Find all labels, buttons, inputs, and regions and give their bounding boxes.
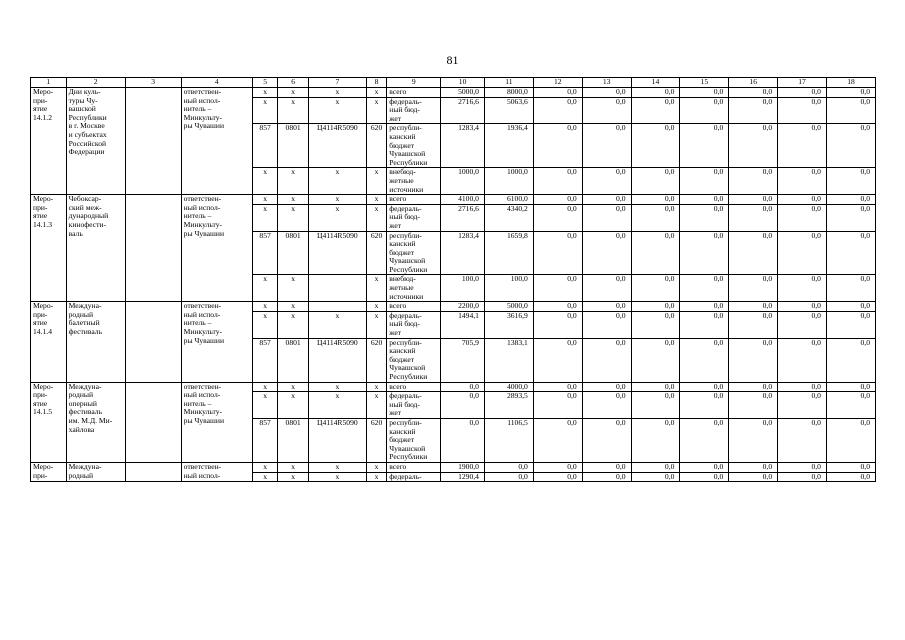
value-cell: 0,0 (582, 275, 631, 302)
table-body (31, 78, 876, 482)
value-cell: 0,0 (729, 462, 778, 472)
measure-cell: Меро- при- ятие 14.1.4 (31, 302, 67, 382)
grbs-cell: 857 (252, 231, 277, 275)
value-cell: 0,0 (826, 462, 875, 472)
value-cell: 2200,0 (441, 302, 485, 312)
value-cell: 0,0 (826, 204, 875, 231)
header-cell: 1 (31, 78, 67, 88)
grbs-cell: x (252, 195, 277, 205)
funding-source-cell: федераль- ный бюд- жет (387, 311, 441, 338)
value-cell: 5000,0 (484, 302, 533, 312)
measure-name-cell: Междуна- родный (66, 462, 125, 481)
value-cell: 0,0 (826, 338, 875, 382)
expense-type-cell: x (366, 204, 386, 231)
value-cell: 0,0 (631, 392, 680, 419)
grbs-cell: x (252, 302, 277, 312)
value-cell: 8000,0 (484, 88, 533, 98)
value-cell: 1000,0 (484, 168, 533, 195)
value-cell: 0,0 (729, 204, 778, 231)
target-article-cell: x (308, 392, 366, 419)
header-cell: 8 (366, 78, 386, 88)
value-cell: 1106,5 (484, 418, 533, 462)
value-cell: 0,0 (631, 338, 680, 382)
target-article-cell: x (308, 88, 366, 98)
value-cell: 0,0 (441, 392, 485, 419)
target-article-cell: Ц4114R5090 (308, 418, 366, 462)
value-cell: 0,0 (582, 382, 631, 392)
grbs-cell: x (252, 392, 277, 419)
table-row (31, 302, 876, 312)
value-cell: 3616,9 (484, 311, 533, 338)
funding-source-cell: федераль- ный бюд- жет (387, 204, 441, 231)
value-cell: 0,0 (778, 275, 827, 302)
value-cell: 705,9 (441, 338, 485, 382)
value-cell: 0,0 (729, 195, 778, 205)
value-cell: 0,0 (778, 418, 827, 462)
table-row (31, 382, 876, 392)
value-cell: 0,0 (533, 392, 582, 419)
target-article-cell: Ц4114R5090 (308, 338, 366, 382)
grbs-cell: x (252, 168, 277, 195)
value-cell: 0,0 (582, 231, 631, 275)
expense-type-cell: x (366, 88, 386, 98)
value-cell: 1383,1 (484, 338, 533, 382)
grbs-cell: x (252, 382, 277, 392)
section-cell: x (278, 204, 309, 231)
executor-cell: ответствен- ный испол- нитель – Минкульту- ры Чувашии (181, 88, 252, 195)
value-cell: 5063,6 (484, 97, 533, 124)
measure-name-cell: Междуна- родный оперный фестиваль им. М.Д. Ми- хайлова (66, 382, 125, 462)
value-cell: 0,0 (631, 97, 680, 124)
value-cell: 0,0 (826, 168, 875, 195)
value-cell: 0,0 (631, 231, 680, 275)
executor-cell: ответствен- ный испол- нитель – Минкульту- ры Чувашии (181, 302, 252, 382)
section-cell: x (278, 382, 309, 392)
value-cell: 1283,4 (441, 124, 485, 168)
value-cell: 0,0 (582, 338, 631, 382)
expense-type-cell: x (366, 311, 386, 338)
value-cell: 0,0 (484, 462, 533, 472)
value-cell: 0,0 (582, 462, 631, 472)
section-cell: 0801 (278, 418, 309, 462)
funding-source-cell: федераль- (387, 472, 441, 482)
expense-type-cell: x (366, 302, 386, 312)
funding-source-cell: федераль- ный бюд- жет (387, 97, 441, 124)
funding-source-cell: всего (387, 195, 441, 205)
expense-type-cell: 620 (366, 338, 386, 382)
header-cell: 2 (66, 78, 125, 88)
header-cell: 18 (826, 78, 875, 88)
value-cell: 0,0 (582, 204, 631, 231)
value-cell: 0,0 (680, 195, 729, 205)
value-cell: 0,0 (680, 124, 729, 168)
grbs-cell: x (252, 462, 277, 472)
section-cell: 0801 (278, 338, 309, 382)
funding-source-cell: всего (387, 462, 441, 472)
measure-name-cell: Чебоксар- ский меж- дународный кинофести- валь (66, 195, 125, 302)
value-cell: 0,0 (680, 168, 729, 195)
value-cell: 0,0 (582, 472, 631, 482)
value-cell: 0,0 (778, 302, 827, 312)
header-cell: 12 (533, 78, 582, 88)
value-cell: 0,0 (729, 418, 778, 462)
value-cell: 0,0 (680, 97, 729, 124)
value-cell: 5000,0 (441, 88, 485, 98)
grbs-cell: x (252, 97, 277, 124)
funding-source-cell: всего (387, 302, 441, 312)
value-cell: 0,0 (631, 382, 680, 392)
value-cell: 1936,4 (484, 124, 533, 168)
value-cell: 0,0 (778, 97, 827, 124)
value-cell: 0,0 (582, 311, 631, 338)
value-cell: 0,0 (680, 472, 729, 482)
table-row (31, 88, 876, 98)
value-cell: 0,0 (533, 124, 582, 168)
target-article-cell (308, 275, 366, 302)
header-cell: 6 (278, 78, 309, 88)
value-cell: 0,0 (826, 418, 875, 462)
value-cell: 1900,0 (441, 462, 485, 472)
table-row (31, 462, 876, 472)
empty-cell (125, 302, 181, 382)
funding-source-cell: республи- канский бюджет Чувашской Республики (387, 338, 441, 382)
value-cell: 0,0 (680, 418, 729, 462)
value-cell: 0,0 (729, 124, 778, 168)
section-cell: x (278, 392, 309, 419)
value-cell: 0,0 (729, 275, 778, 302)
value-cell: 0,0 (826, 392, 875, 419)
measure-name-cell: Междуна- родный балетный фестиваль (66, 302, 125, 382)
funding-source-cell: всего (387, 382, 441, 392)
header-cell: 4 (181, 78, 252, 88)
value-cell: 0,0 (582, 88, 631, 98)
value-cell: 0,0 (778, 338, 827, 382)
section-cell: x (278, 472, 309, 482)
section-cell: 0801 (278, 124, 309, 168)
expense-type-cell: x (366, 97, 386, 124)
value-cell: 0,0 (680, 382, 729, 392)
value-cell: 0,0 (533, 231, 582, 275)
value-cell: 0,0 (826, 311, 875, 338)
value-cell: 0,0 (778, 382, 827, 392)
value-cell: 0,0 (729, 302, 778, 312)
value-cell: 0,0 (631, 472, 680, 482)
measure-cell: Меро- при- ятие 14.1.3 (31, 195, 67, 302)
value-cell: 0,0 (631, 311, 680, 338)
value-cell: 0,0 (533, 382, 582, 392)
header-cell: 3 (125, 78, 181, 88)
target-article-cell: x (308, 462, 366, 472)
header-cell: 7 (308, 78, 366, 88)
section-cell: x (278, 311, 309, 338)
value-cell: 0,0 (680, 204, 729, 231)
value-cell: 0,0 (826, 472, 875, 482)
value-cell: 0,0 (631, 88, 680, 98)
target-article-cell: x (308, 204, 366, 231)
value-cell: 0,0 (826, 231, 875, 275)
value-cell: 0,0 (729, 311, 778, 338)
value-cell: 0,0 (778, 168, 827, 195)
value-cell: 0,0 (778, 472, 827, 482)
expense-type-cell: x (366, 168, 386, 195)
expense-type-cell: 620 (366, 231, 386, 275)
value-cell: 0,0 (533, 472, 582, 482)
value-cell: 0,0 (778, 195, 827, 205)
value-cell: 0,0 (826, 195, 875, 205)
value-cell: 0,0 (680, 462, 729, 472)
value-cell: 0,0 (631, 302, 680, 312)
value-cell: 0,0 (729, 472, 778, 482)
value-cell: 0,0 (533, 88, 582, 98)
table-row (31, 195, 876, 205)
section-cell: 0801 (278, 231, 309, 275)
value-cell: 0,0 (582, 168, 631, 195)
executor-cell: ответствен- ный испол- нитель – Минкульту- ры Чувашии (181, 382, 252, 462)
header-row (31, 78, 876, 88)
grbs-cell: 857 (252, 418, 277, 462)
executor-cell: ответствен- ный испол- нитель – Минкульту- ры Чувашии (181, 195, 252, 302)
value-cell: 1494,1 (441, 311, 485, 338)
value-cell: 0,0 (484, 472, 533, 482)
expense-type-cell: x (366, 462, 386, 472)
value-cell: 0,0 (826, 97, 875, 124)
value-cell: 6100,0 (484, 195, 533, 205)
value-cell: 1283,4 (441, 231, 485, 275)
value-cell: 0,0 (826, 124, 875, 168)
value-cell: 100,0 (484, 275, 533, 302)
value-cell: 4000,0 (484, 382, 533, 392)
header-cell: 15 (680, 78, 729, 88)
target-article-cell: x (308, 472, 366, 482)
funding-source-cell: внебюд- жетные источники (387, 168, 441, 195)
empty-cell (125, 195, 181, 302)
value-cell: 0,0 (778, 311, 827, 338)
value-cell: 0,0 (533, 195, 582, 205)
value-cell: 0,0 (533, 338, 582, 382)
value-cell: 1290,4 (441, 472, 485, 482)
budget-table (30, 77, 876, 482)
grbs-cell: x (252, 311, 277, 338)
value-cell: 0,0 (582, 302, 631, 312)
value-cell: 0,0 (582, 418, 631, 462)
value-cell: 0,0 (729, 97, 778, 124)
value-cell: 0,0 (826, 302, 875, 312)
grbs-cell: 857 (252, 338, 277, 382)
funding-source-cell: республи- канский бюджет Чувашской Республики (387, 231, 441, 275)
value-cell: 0,0 (778, 204, 827, 231)
value-cell: 0,0 (826, 88, 875, 98)
expense-type-cell: x (366, 382, 386, 392)
value-cell: 0,0 (533, 418, 582, 462)
section-cell: x (278, 168, 309, 195)
value-cell: 0,0 (582, 97, 631, 124)
section-cell: x (278, 275, 309, 302)
value-cell: 4100,0 (441, 195, 485, 205)
value-cell: 0,0 (582, 392, 631, 419)
value-cell: 2893,5 (484, 392, 533, 419)
value-cell: 2716,6 (441, 204, 485, 231)
header-cell: 14 (631, 78, 680, 88)
target-article-cell: Ц4114R5090 (308, 124, 366, 168)
target-article-cell: x (308, 311, 366, 338)
expense-type-cell: x (366, 392, 386, 419)
value-cell: 100,0 (441, 275, 485, 302)
empty-cell (125, 462, 181, 481)
value-cell: 0,0 (778, 462, 827, 472)
target-article-cell: x (308, 168, 366, 195)
value-cell: 2716,6 (441, 97, 485, 124)
value-cell: 0,0 (778, 231, 827, 275)
grbs-cell: 857 (252, 124, 277, 168)
value-cell: 0,0 (680, 338, 729, 382)
target-article-cell: x (308, 382, 366, 392)
value-cell: 0,0 (778, 392, 827, 419)
value-cell: 0,0 (729, 168, 778, 195)
measure-cell: Меро- при- (31, 462, 67, 481)
header-cell: 10 (441, 78, 485, 88)
grbs-cell: x (252, 88, 277, 98)
value-cell: 0,0 (582, 124, 631, 168)
target-article-cell: x (308, 97, 366, 124)
grbs-cell: x (252, 472, 277, 482)
target-article-cell: x (308, 195, 366, 205)
expense-type-cell: 620 (366, 124, 386, 168)
value-cell: 0,0 (631, 195, 680, 205)
value-cell: 0,0 (533, 97, 582, 124)
grbs-cell: x (252, 204, 277, 231)
header-cell: 5 (252, 78, 277, 88)
value-cell: 0,0 (680, 88, 729, 98)
value-cell: 0,0 (631, 124, 680, 168)
value-cell: 0,0 (680, 231, 729, 275)
funding-source-cell: федераль- ный бюд- жет (387, 392, 441, 419)
value-cell: 0,0 (680, 311, 729, 338)
expense-type-cell: 620 (366, 418, 386, 462)
value-cell: 1000,0 (441, 168, 485, 195)
funding-source-cell: внебюд- жетные источники (387, 275, 441, 302)
grbs-cell: x (252, 275, 277, 302)
value-cell: 0,0 (826, 382, 875, 392)
expense-type-cell: x (366, 472, 386, 482)
expense-type-cell: x (366, 195, 386, 205)
value-cell: 0,0 (729, 338, 778, 382)
value-cell: 0,0 (778, 124, 827, 168)
value-cell: 0,0 (533, 302, 582, 312)
value-cell: 0,0 (631, 275, 680, 302)
value-cell: 0,0 (631, 418, 680, 462)
value-cell: 0,0 (729, 382, 778, 392)
value-cell: 0,0 (729, 88, 778, 98)
header-cell: 9 (387, 78, 441, 88)
empty-cell (125, 88, 181, 195)
funding-source-cell: республи- канский бюджет Чувашской Республики (387, 124, 441, 168)
funding-source-cell: республи- канский бюджет Чувашской Республики (387, 418, 441, 462)
value-cell: 0,0 (680, 302, 729, 312)
executor-cell: ответствен- ный испол- (181, 462, 252, 481)
measure-cell: Меро- при- ятие 14.1.2 (31, 88, 67, 195)
value-cell: 0,0 (582, 195, 631, 205)
value-cell: 0,0 (729, 392, 778, 419)
value-cell: 0,0 (729, 231, 778, 275)
value-cell: 0,0 (631, 462, 680, 472)
value-cell: 0,0 (778, 88, 827, 98)
value-cell: 0,0 (533, 168, 582, 195)
header-cell: 11 (484, 78, 533, 88)
value-cell: 1659,8 (484, 231, 533, 275)
section-cell: x (278, 88, 309, 98)
value-cell: 0,0 (441, 382, 485, 392)
empty-cell (125, 382, 181, 462)
section-cell: x (278, 302, 309, 312)
value-cell: 0,0 (441, 418, 485, 462)
measure-cell: Меро- при- ятие 14.1.5 (31, 382, 67, 462)
target-article-cell (308, 302, 366, 312)
header-cell: 13 (582, 78, 631, 88)
value-cell: 0,0 (680, 392, 729, 419)
header-cell: 17 (778, 78, 827, 88)
value-cell: 0,0 (826, 275, 875, 302)
value-cell: 0,0 (631, 204, 680, 231)
target-article-cell: Ц4114R5090 (308, 231, 366, 275)
value-cell: 0,0 (533, 275, 582, 302)
value-cell: 0,0 (533, 204, 582, 231)
value-cell: 0,0 (631, 168, 680, 195)
section-cell: x (278, 97, 309, 124)
value-cell: 4340,2 (484, 204, 533, 231)
section-cell: x (278, 462, 309, 472)
page-number: 81 (446, 53, 459, 67)
measure-name-cell: Дни куль- туры Чу- вашской Республики в г. Москве и субъектах Российской Федерации (66, 88, 125, 195)
expense-type-cell: x (366, 275, 386, 302)
value-cell: 0,0 (680, 275, 729, 302)
header-cell: 16 (729, 78, 778, 88)
funding-source-cell: всего (387, 88, 441, 98)
section-cell: x (278, 195, 309, 205)
value-cell: 0,0 (533, 311, 582, 338)
value-cell: 0,0 (533, 462, 582, 472)
